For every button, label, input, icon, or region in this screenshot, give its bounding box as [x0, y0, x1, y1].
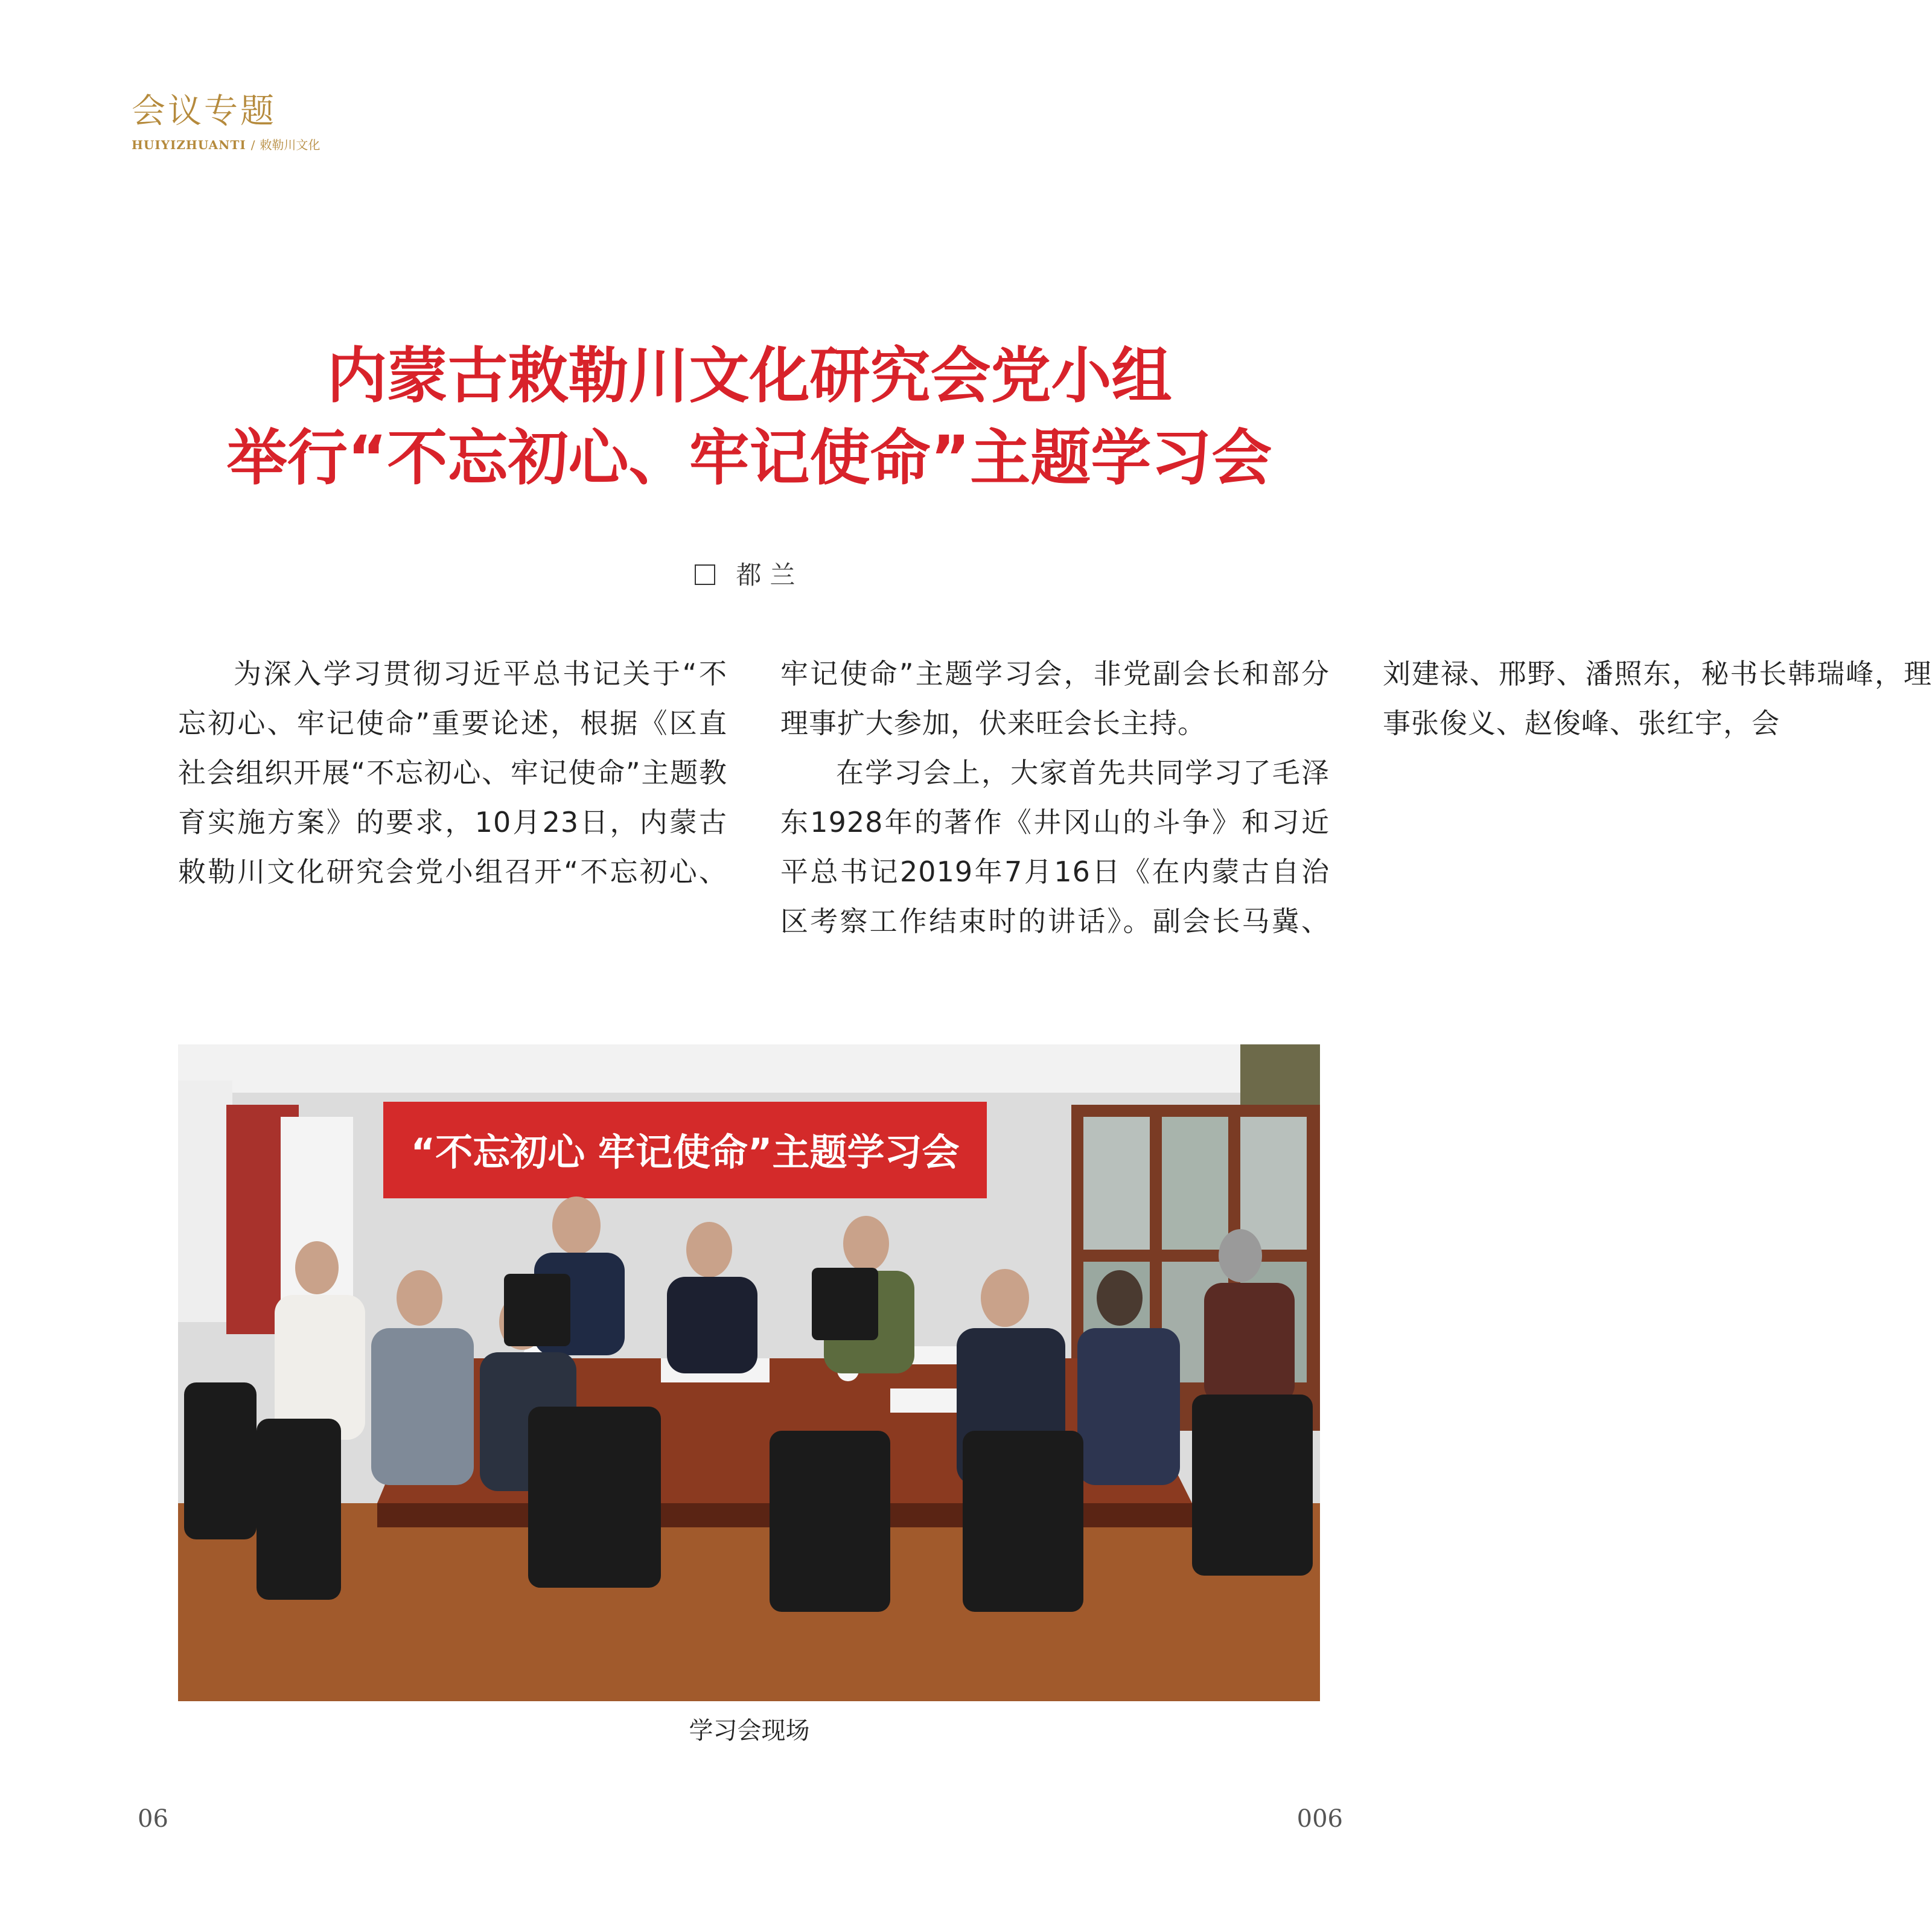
- section-subtitle: [132, 135, 320, 153]
- section-subtitle-separator: /: [250, 138, 255, 152]
- meeting-photo: [178, 1044, 1320, 1701]
- page-number-right: 006: [1296, 1805, 1343, 1833]
- section-subtitle-en: HUIYIZHUANTI: [132, 138, 246, 152]
- photo-caption: 学习会现场: [689, 1717, 810, 1745]
- section-header: [132, 91, 320, 153]
- byline-author: 都兰: [736, 560, 804, 590]
- section-subtitle-cn: 敕勒川文化: [260, 138, 320, 152]
- article-body: [178, 649, 1932, 987]
- byline-box-icon: [695, 564, 715, 585]
- article-title-line-1: 内蒙古敕勒川文化研究会党小组: [327, 340, 1172, 411]
- meeting-photo-illustration: [178, 1044, 1320, 1701]
- section-title: 会议专题: [132, 92, 276, 131]
- article-title-line-2: 举行“不忘初心、牢记使命”主题学习会: [226, 423, 1272, 493]
- article-paragraph-2: 在学习会上，大家首先共同学习了毛泽东1928年的著作《井冈山的斗争》和习近平总书记2019年7月16日《在内蒙古自治区考察工作结束时的讲话》。副会长马冀、刘建禄、邢野、潘照东，秘书长韩瑞峰，理事张俊义、赵俊峰、张红宇，会: [780, 657, 1932, 938]
- article-title: [0, 335, 1499, 499]
- byline: [0, 555, 1499, 592]
- page-number-left: 06: [138, 1805, 168, 1833]
- article-paragraph-1: 为深入学习贯彻习近平总书记关于“不忘初心、牢记使命”重要论述，根据《区直社会组织开展“不忘初心、牢记使命”主题教育实施方案》的要求，10月23日，内蒙古敕勒川文化研究会党小组召开“不忘初心、牢记使命”主题学习会，非党副会长和部分理事扩大参加，伏来旺会长主持。: [178, 657, 1330, 888]
- photo-banner-text: “不忘初心 牢记使命”主题学习会: [410, 1130, 960, 1174]
